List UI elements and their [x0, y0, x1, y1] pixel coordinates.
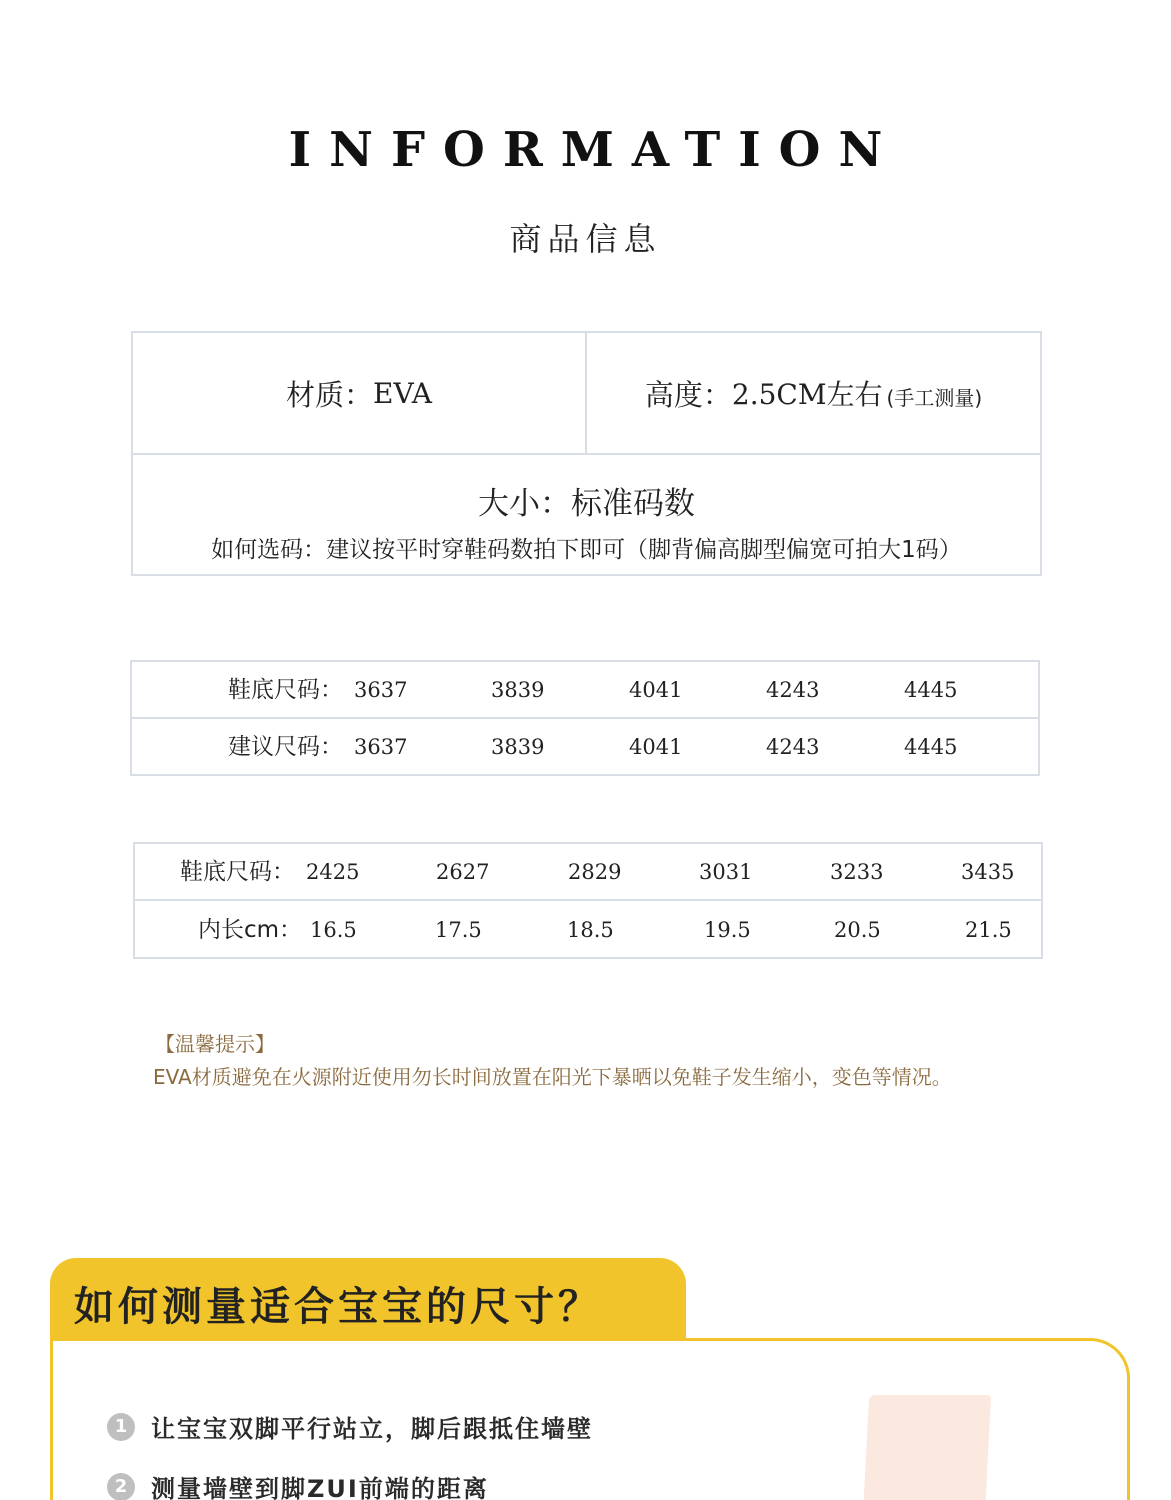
- table-cell: 21.5: [965, 918, 1012, 942]
- info-box: [131, 331, 1042, 576]
- info-row-top: [133, 333, 1040, 455]
- row-label: 内长cm：: [198, 917, 303, 943]
- step-number-icon: 2: [107, 1473, 135, 1500]
- table-row: [135, 844, 1041, 901]
- table-cell: 3839: [491, 735, 545, 759]
- step-number-icon: 1: [107, 1413, 135, 1441]
- table-cell: 17.5: [435, 918, 482, 942]
- table-cell: 2425: [306, 860, 360, 884]
- row-label: 鞋底尺码：: [180, 859, 295, 885]
- table-row: [132, 662, 1038, 719]
- table-cell: 2627: [436, 860, 490, 884]
- height-label: 高度：: [644, 377, 732, 412]
- tip-body: EVA材质避免在火源附近使用勿长时间放置在阳光下暴晒以免鞋子发生缩小，变色等情况。: [153, 1065, 952, 1089]
- table-cell: 18.5: [567, 918, 614, 942]
- title-cn: 商品信息: [509, 220, 662, 258]
- step-text: 测量墙壁到脚ZUI前端的距离: [151, 1475, 489, 1500]
- height-note: (手工测量): [886, 385, 983, 410]
- table-cell: 4041: [629, 678, 683, 702]
- table-row: [135, 902, 1041, 959]
- table-cell: 3031: [699, 860, 753, 884]
- table-cell: 16.5: [310, 918, 357, 942]
- measure-step: [107, 1409, 593, 1444]
- table-cell: 3435: [961, 860, 1015, 884]
- material-label: 材质：: [286, 377, 374, 412]
- measure-step: [107, 1469, 489, 1500]
- table-cell: 19.5: [704, 918, 751, 942]
- table-cell: 3637: [354, 678, 408, 702]
- table-cell: 4243: [766, 678, 820, 702]
- table-cell: 4243: [766, 735, 820, 759]
- table-cell: 3839: [491, 678, 545, 702]
- table-cell: 3637: [354, 735, 408, 759]
- material-value: EVA: [373, 376, 432, 410]
- step-text: 让宝宝双脚平行站立，脚后跟抵住墙壁: [151, 1415, 593, 1443]
- title-en: INFORMATION: [288, 122, 901, 178]
- foot-illustration-icon: [863, 1395, 991, 1500]
- size-table-kids: [133, 842, 1043, 959]
- table-row: [132, 719, 1038, 776]
- height-cell: [587, 333, 1040, 453]
- material-cell: [133, 333, 587, 453]
- row-label: 建议尺码：: [228, 734, 343, 760]
- table-cell: 2829: [568, 860, 622, 884]
- table-cell: 20.5: [834, 918, 881, 942]
- tip-heading: 【温馨提示】: [155, 1032, 275, 1056]
- size-title: 大小：标准码数: [478, 486, 695, 522]
- measure-title: 如何测量适合宝宝的尺寸？: [74, 1284, 602, 1330]
- table-cell: 3233: [830, 860, 884, 884]
- table-cell: 4445: [904, 735, 958, 759]
- size-table-adult: [130, 660, 1040, 776]
- row-label: 鞋底尺码：: [228, 677, 343, 703]
- size-note: 如何选码：建议按平时穿鞋码数拍下即可（脚背偏高脚型偏宽可拍大1码）: [211, 537, 962, 563]
- height-value: 2.5CM左右: [731, 378, 883, 411]
- table-cell: 4041: [629, 735, 683, 759]
- table-cell: 4445: [904, 678, 958, 702]
